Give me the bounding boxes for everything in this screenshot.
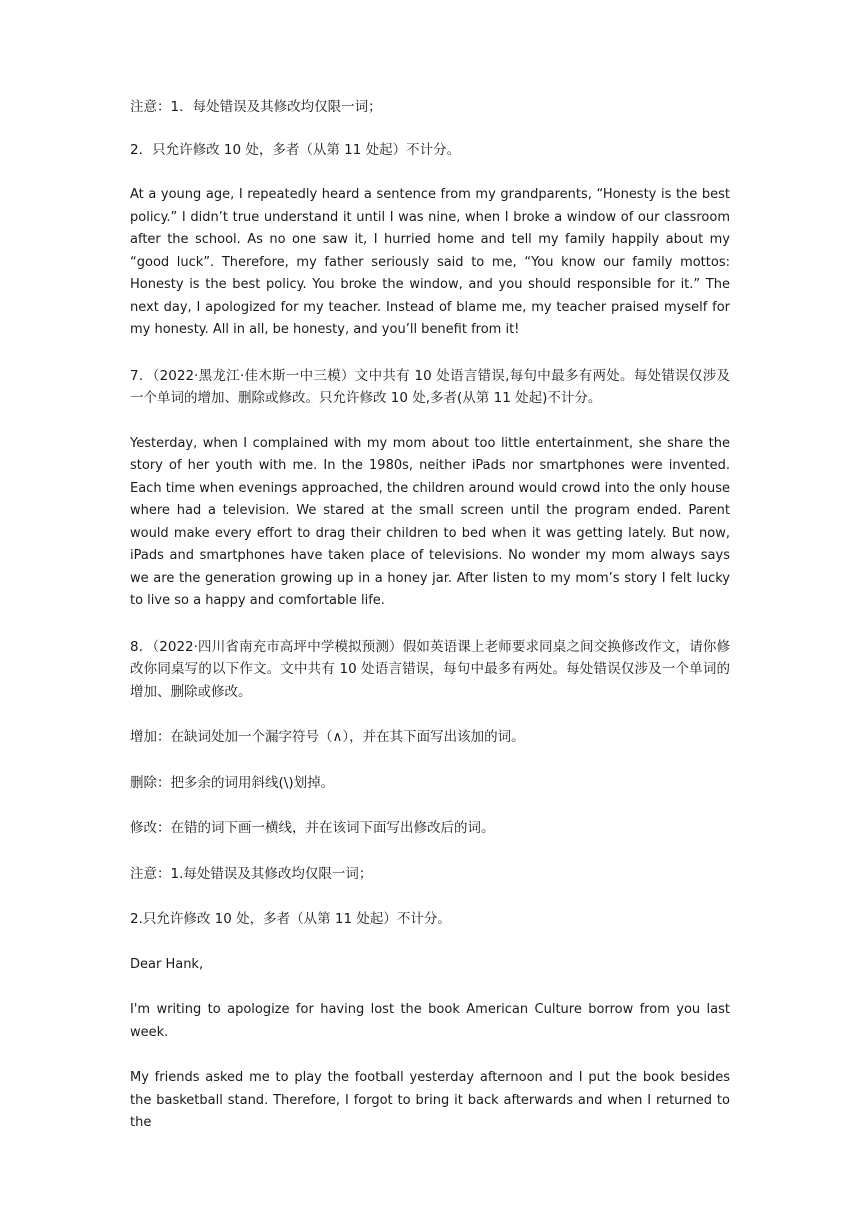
note-2-heading: 注意：1.每处错误及其修改均仅限一词； bbox=[130, 865, 373, 882]
rule-add: 增加：在缺词处加一个漏字符号（∧），并在其下面写出该加的词。 bbox=[130, 729, 525, 745]
letter-salutation: Dear Hank, bbox=[130, 956, 204, 972]
rule-delete: 删除：把多余的词用斜线(\)划掉。 bbox=[130, 774, 335, 791]
document-page bbox=[130, 96, 730, 1135]
note-heading: 注意：1．每处错误及其修改均仅限一词； bbox=[130, 99, 382, 115]
question-8-instruction: 8．（2022·四川省南充市高坪中学模拟预测）假如英语课上老师要求同桌之间交换修改作文，请你修改你同桌写的以下作文。文中共有 10 处语言错误，每句中最多有两处。每处错误仅涉及一个单词的增加、删除或修改。 bbox=[130, 638, 730, 700]
note-item-2: 2．只允许修改 10 处，多者（从第 11 处起）不计分。 bbox=[130, 141, 461, 158]
passage-6: At a young age, I repeatedly heard a sentence from my grandparents, “Honesty is the best policy.” I didn’t true understand it until I was nine, when I broke a window of our classroom after the school. As no one saw it, I hurried home and tell my family happily about my “good luck”. Therefore, my father seriously said to me, “You know our family mottos: Honesty is the best policy. You broke the window, and you should responsible for it.” The next day, I apologized for my teacher. Instead of blame me, my teacher praised myself for my honesty. All in all, be honesty, and you’ll benefit from it! bbox=[130, 187, 730, 337]
rule-modify: 修改：在错的词下画一横线，并在该词下面写出修改后的词。 bbox=[130, 820, 495, 836]
note-2-item-2: 2.只允许修改 10 处，多者（从第 11 处起）不计分。 bbox=[130, 911, 451, 927]
passage-7: Yesterday, when I complained with my mom about too little entertainment, she share the story of her youth with me. In the 1980s, neither iPads nor smartphones were invented. Each time when evenings approached, the children around would crowd into the only house where had a television. We stared at the small screen until the program ended. Parent would make every effort to drag their children to bed when it was getting lately. But now, iPads and smartphones have taken place of televisions. No wonder my mom always says we are the generation growing up in a honey jar. After listen to my mom’s story I felt lucky to live so a happy and comfortable life. bbox=[130, 435, 730, 608]
letter-paragraph-1: I'm writing to apologize for having lost the book American Culture borrow from you last week. bbox=[130, 1002, 730, 1040]
letter-paragraph-2: My friends asked me to play the football yesterday afternoon and I put the book besides the basketball stand. Therefore, I forgot to bring it back afterwards and when I returned to the bbox=[130, 1070, 730, 1130]
question-7-instruction: 7．（2022·黑龙江·佳木斯一中三模）文中共有 10 处语言错误,每句中最多有两处。每处错误仅涉及一个单词的增加、删除或修改。只允许修改 10 处,多者(从第 11 处起)不计分。 bbox=[130, 367, 730, 406]
